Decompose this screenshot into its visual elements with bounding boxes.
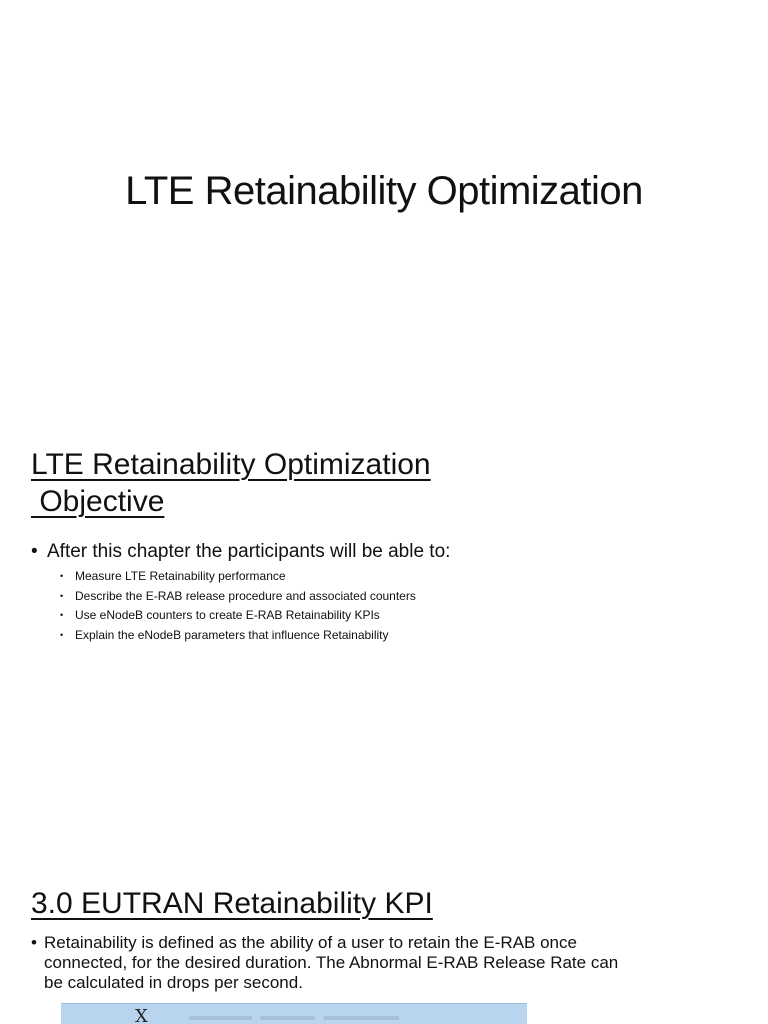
objective-intro xyxy=(31,541,450,563)
slide-title: LTE Retainability Optimization xyxy=(125,169,643,213)
formula-faint-text xyxy=(189,1016,399,1020)
bullet-marker: • xyxy=(60,629,64,640)
kpi-heading: 3.0 EUTRAN Retainability KPI xyxy=(31,887,433,920)
list-item-text: Describe the E-RAB release procedure and associated counters xyxy=(75,588,416,603)
kpi-definition-text: Retainability is defined as the ability of a user to retain the E-RAB once connected, for the desired duration. The Abnormal E-RAB Release Rate can be calculated in drops per second. xyxy=(44,933,619,992)
list-item-text: Use eNodeB counters to create E-RAB Retainability KPIs xyxy=(75,608,380,622)
list-item-text: Measure LTE Retainability performance xyxy=(75,569,286,583)
bullet-marker: • xyxy=(31,933,37,952)
bullet-marker: • xyxy=(60,610,64,620)
list-item xyxy=(60,567,416,587)
objective-slide xyxy=(0,420,768,680)
bullet-marker: • xyxy=(60,571,64,581)
bullet-marker: • xyxy=(31,541,38,562)
objective-heading-line1: LTE Retainability Optimization xyxy=(31,448,431,481)
formula-figure xyxy=(61,1003,527,1024)
list-item xyxy=(60,606,416,626)
kpi-slide xyxy=(0,860,768,1024)
objective-heading xyxy=(31,446,471,520)
list-item xyxy=(60,626,416,646)
bullet-marker: • xyxy=(60,590,64,601)
title-slide xyxy=(0,0,768,400)
objective-list xyxy=(60,567,416,645)
kpi-definition xyxy=(31,933,631,993)
list-item-text: Explain the eNodeB parameters that influence Retainability xyxy=(75,627,389,642)
objective-intro-text: After this chapter the participants will be able to: xyxy=(47,541,451,562)
list-item xyxy=(60,587,416,607)
objective-heading-line2: Objective xyxy=(31,485,165,518)
formula-glyph: X xyxy=(135,1006,148,1024)
